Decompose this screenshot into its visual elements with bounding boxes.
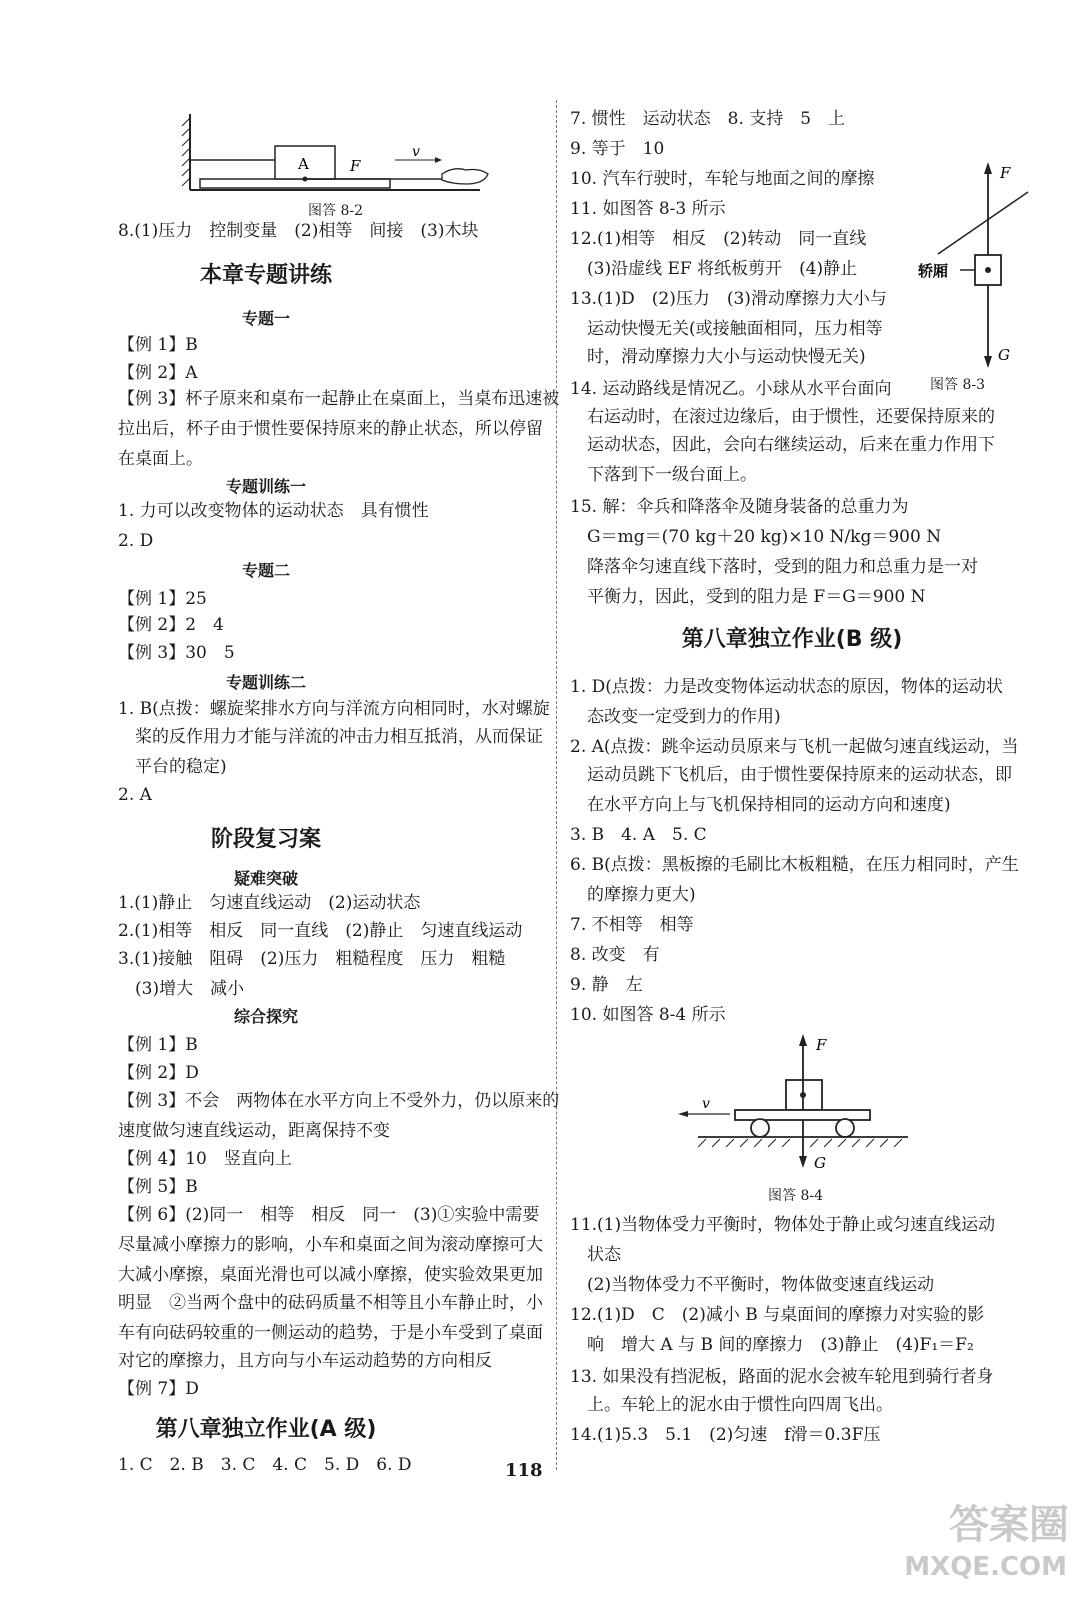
- left-text-line: 【例 3】不会 两物体在水平方向上不受外力，仍以原来的: [118, 1091, 560, 1111]
- left-text-line: 大减小摩擦，桌面光滑也可以减小摩擦，使实验效果更加: [118, 1265, 543, 1285]
- left-subheading: 疑难突破: [233, 869, 299, 888]
- left-text-line: 在桌面上。: [118, 449, 203, 469]
- right-text-line: 时，滑动摩擦力大小与运动快慢无关): [570, 347, 866, 367]
- left-text-line: 【例 1】B: [118, 1035, 198, 1055]
- left-text-line: 【例 2】2 4: [118, 615, 224, 635]
- right-text-line: 在水平方向上与飞机保持相同的运动方向和速度): [570, 795, 951, 815]
- right-text-line: 6. B(点拨：黑板擦的毛刷比木板粗糙，在压力相同时，产生: [570, 855, 1019, 875]
- left-text-line: (3)增大 减小: [118, 979, 245, 999]
- figure-8-2: [180, 112, 500, 204]
- left-section-heading: 阶段复习案: [210, 827, 322, 852]
- left-text-line: 【例 3】30 5: [118, 643, 235, 663]
- figure-8-4-bottom-label: G: [814, 1154, 826, 1172]
- right-text-line: 的摩擦力更大): [570, 885, 696, 905]
- right-text-line: 8. 改变 有: [570, 945, 660, 965]
- right-text-line: 下落到下一级台面上。: [570, 465, 757, 485]
- figure-8-3-caption: 图答 8-3: [930, 377, 985, 393]
- column-divider: [556, 100, 557, 1470]
- figure-8-3-bottom-label: G: [998, 346, 1010, 364]
- right-text-line: 3. B 4. A 5. C: [570, 825, 707, 845]
- right-text-line: 右运动时，在滚过边缘后，由于惯性，还要保持原来的: [570, 407, 995, 427]
- right-text-line: 上。车轮上的泥水由于惯性向四周飞出。: [570, 1395, 893, 1415]
- figure-8-3-top-label: F: [1000, 164, 1011, 182]
- figure-8-2-caption: 图答 8-2: [308, 203, 363, 219]
- left-text-line: 1.(1)静止 匀速直线运动 (2)运动状态: [118, 893, 421, 913]
- right-text-line: 运动状态，因此，会向右继续运动，后来在重力作用下: [570, 435, 995, 455]
- left-text-line: 8.(1)压力 控制变量 (2)相等 间接 (3)木块: [118, 221, 479, 241]
- left-section-heading: 第八章独立作业(A 级): [155, 1417, 377, 1442]
- figure-8-4-top-label: F: [816, 1036, 827, 1054]
- left-text-line: 尽量减小摩擦力的影响，小车和桌面之间为滚动摩擦可大: [118, 1235, 543, 1255]
- right-text-line: 12.(1)相等 相反 (2)转动 同一直线: [570, 229, 867, 249]
- figure-8-2-force-label: F: [350, 157, 361, 175]
- right-text-line: 11.(1)当物体受力平衡时，物体处于静止或匀速直线运动: [570, 1215, 996, 1235]
- left-text-line: 3.(1)接触 阻碍 (2)压力 粗糙程度 压力 粗糙: [118, 949, 506, 969]
- right-text-line: 9. 静 左: [570, 975, 643, 995]
- figure-8-2-block-label: A: [298, 155, 309, 173]
- right-text-line: 13.(1)D (2)压力 (3)滑动摩擦力大小与: [570, 289, 887, 309]
- left-text-line: 【例 3】杯子原来和桌布一起静止在桌面上，当桌布迅速被: [118, 389, 560, 409]
- left-text-line: 平台的稳定): [118, 757, 227, 777]
- page-number: 118: [505, 1460, 543, 1481]
- left-text-line: 拉出后，杯子由于惯性要保持原来的静止状态，所以停留: [118, 419, 543, 439]
- left-text-line: 明显 ②当两个盘中的砝码质量不相等且小车静止时，小: [118, 1293, 543, 1313]
- right-text-line: 9. 等于 10: [570, 139, 665, 159]
- left-text-line: 车有向砝码较重的一侧运动的趋势，于是小车受到了桌面: [118, 1323, 543, 1343]
- left-text-line: 1. B(点拨：螺旋桨排水方向与洋流方向相同时，水对螺旋: [118, 699, 550, 719]
- watermark-logo: 答案圈: [949, 1502, 1069, 1548]
- right-text-line: 降落伞匀速直线下落时，受到的阻力和总重力是一对: [570, 557, 978, 577]
- figure-8-4: [670, 1030, 920, 1175]
- right-text-line: 13. 如果没有挡泥板，路面的泥水会被车轮甩到骑行者身: [570, 1367, 994, 1387]
- left-text-line: 桨的反作用力才能与洋流的冲击力相互抵消，从而保证: [118, 727, 543, 747]
- right-text-line: 10. 如图答 8-4 所示: [570, 1005, 726, 1025]
- right-text-line: 10. 汽车行驶时，车轮与地面之间的摩擦: [570, 169, 875, 189]
- left-text-line: 2. D: [118, 531, 154, 551]
- right-text-line: 14. 运动路线是情况乙。小球从水平台面向: [570, 379, 892, 399]
- right-text-line: 12.(1)D C (2)减小 B 与桌面间的摩擦力对实验的影: [570, 1305, 985, 1325]
- left-text-line: 【例 6】(2)同一 相等 相反 同一 (3)①实验中需要: [118, 1205, 540, 1225]
- left-subheading: 专题一: [241, 309, 291, 328]
- figure-8-4-caption: 图答 8-4: [768, 1188, 823, 1204]
- left-subheading: 专题训练二: [225, 673, 307, 692]
- right-text-line: 14.(1)5.3 5.1 (2)匀速 f滑＝0.3F压: [570, 1425, 881, 1445]
- left-text-line: 2. A: [118, 785, 152, 805]
- watermark-url: MXQE.COM: [904, 1552, 1067, 1582]
- figure-8-3: [918, 160, 1043, 375]
- left-subheading: 综合探究: [233, 1007, 299, 1026]
- left-text-line: 对它的摩擦力，且方向与小车运动趋势的方向相反: [118, 1351, 492, 1371]
- left-text-line: 速度做匀速直线运动，距离保持不变: [118, 1121, 390, 1141]
- right-text-line: 1. D(点拨：力是改变物体运动状态的原因，物体的运动状: [570, 677, 1003, 697]
- right-text-line: (2)当物体受力不平衡时，物体做变速直线运动: [570, 1275, 935, 1295]
- left-section-heading: 本章专题讲练: [199, 263, 333, 288]
- right-text-line: 7. 惯性 运动状态 8. 支持 5 上: [570, 109, 846, 129]
- left-text-line: 1. 力可以改变物体的运动状态 具有惯性: [118, 501, 429, 521]
- right-text-line: 状态: [570, 1245, 621, 1265]
- figure-8-2-velocity-label: v: [412, 144, 420, 160]
- left-text-line: 2.(1)相等 相反 同一直线 (2)静止 匀速直线运动: [118, 921, 523, 941]
- left-subheading: 专题训练一: [225, 477, 307, 496]
- left-text-line: 【例 1】25: [118, 589, 207, 609]
- right-text-line: 响 增大 A 与 B 间的摩擦力 (3)静止 (4)F₁＝F₂: [570, 1335, 974, 1355]
- right-text-line: (3)沿虚线 EF 将纸板剪开 (4)静止: [570, 259, 858, 279]
- right-text-line: 运动员跳下飞机后，由于惯性要保持原来的运动状态，即: [570, 765, 1012, 785]
- right-text-line: 平衡力，因此，受到的阻力是 F＝G＝900 N: [570, 587, 926, 607]
- left-text-line: 【例 2】A: [118, 363, 198, 383]
- left-text-line: 【例 7】D: [118, 1379, 199, 1399]
- right-text-line: 11. 如图答 8-3 所示: [570, 199, 726, 219]
- left-subheading: 专题二: [241, 561, 291, 580]
- left-text-line: 【例 2】D: [118, 1063, 199, 1083]
- right-text-line: 2. A(点拨：跳伞运动员原来与飞机一起做匀速直线运动，当: [570, 737, 1019, 757]
- right-text-line: 运动快慢无关(或接触面相同，压力相等: [570, 319, 883, 339]
- right-text-line: 15. 解：伞兵和降落伞及随身装备的总重力为: [570, 497, 909, 517]
- left-text-line: 【例 4】10 竖直向上: [118, 1149, 292, 1169]
- left-text-line: 1. C 2. B 3. C 4. C 5. D 6. D: [118, 1455, 412, 1475]
- figure-8-3-box-label: 轿厢: [918, 262, 949, 280]
- right-text-line: G＝mg＝(70 kg＋20 kg)×10 N/kg＝900 N: [570, 527, 942, 547]
- right-text-line: 态改变一定受到力的作用): [570, 707, 781, 727]
- figure-8-4-velocity-label: v: [702, 1096, 710, 1112]
- left-text-line: 【例 1】B: [118, 335, 198, 355]
- right-text-line: 7. 不相等 相等: [570, 915, 694, 935]
- right-section-heading: 第八章独立作业(B 级): [681, 627, 903, 652]
- left-text-line: 【例 5】B: [118, 1177, 198, 1197]
